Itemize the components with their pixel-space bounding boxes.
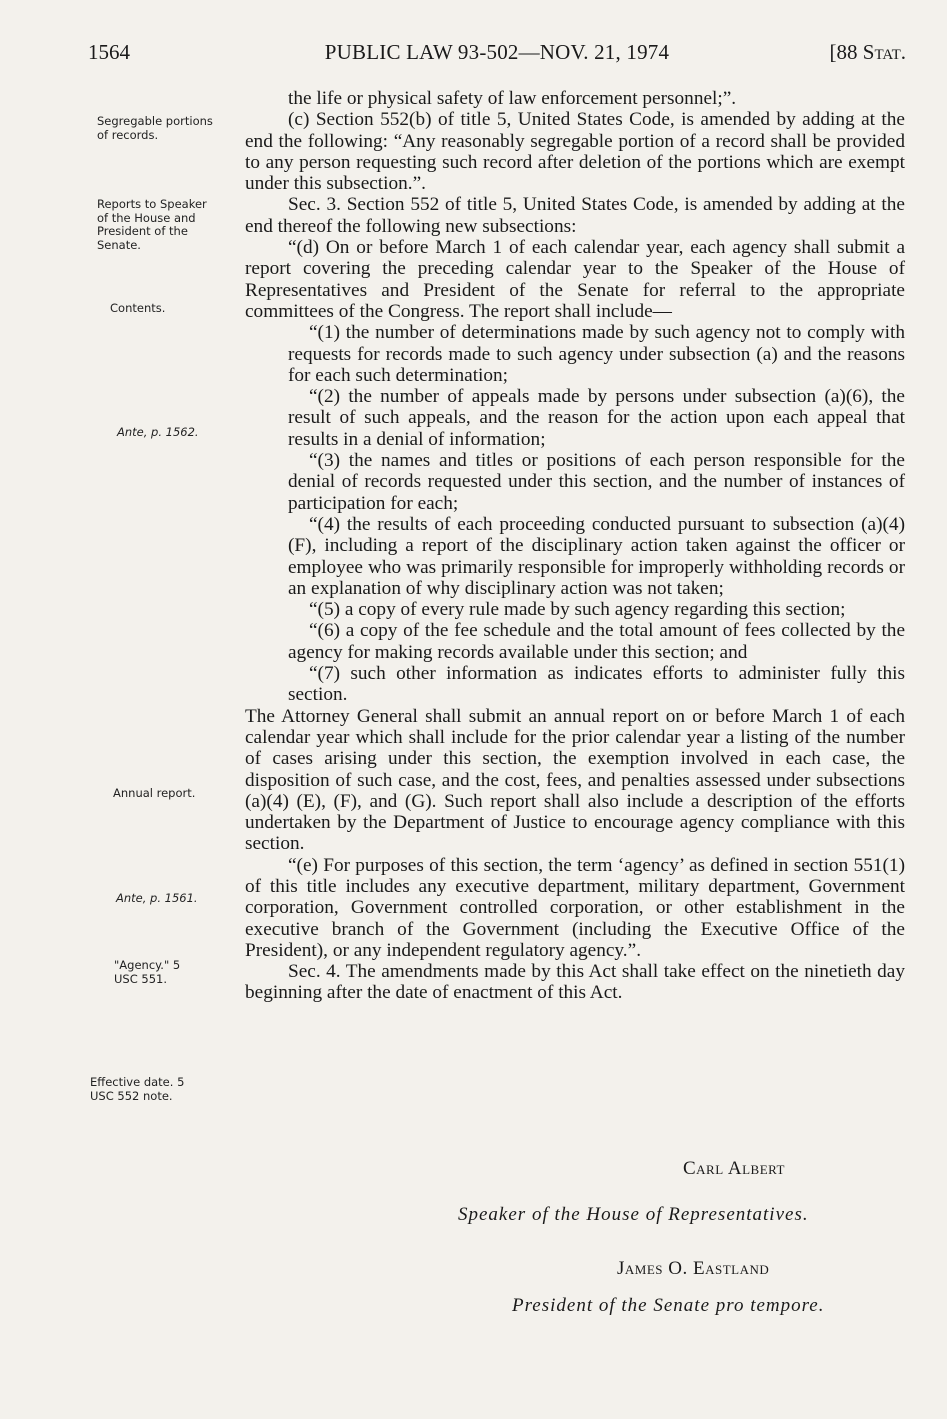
margin-note-agency: "Agency." 5 USC 551. (114, 958, 181, 986)
paragraph-continuation: the life or physical safety of law enforcement personnel;”. (288, 88, 737, 109)
paragraph-attorney-general: The Attorney General shall submit an annual report on or before March 1 of each calendar year which shall include for the prior calendar year a listing of the number of cases arising under this section, the exemption involved in each case, the disposition of such case, and the cost, fees, and penalties assessed under subsections (a)(4) (E), (F), and (G). Such report shall also include a description of the efforts undertaken by the Department of Justice to encourage agency compliance with this section. (245, 705, 905, 855)
margin-note-ante-1562: Ante, p. 1562. (117, 425, 199, 439)
list-item-3: “(3) the names and titles or positions of each person responsible for the denial of records requested under this section, and the number of instances of participation for each; (288, 450, 905, 514)
margin-note-effective-date: Effective date. 5 USC 552 note. (90, 1075, 185, 1103)
margin-note-reports: Reports to Speaker of the House and President of the Senate. (97, 197, 207, 252)
paragraph-subsection-d: “(d) On or before March 1 of each calendar year, each agency shall submit a report covering the preceding calendar year to the Speaker of the House of Representatives and President of the Senate for referral to the appropriate committees of the Congress. The report shall include— (245, 237, 905, 322)
president-title: President of the Senate pro tempore. (512, 1295, 825, 1316)
page-number: 1564 (88, 40, 130, 64)
margin-note-annual-report: Annual report. (113, 786, 196, 800)
president-signature-name: James O. Eastland (617, 1258, 770, 1279)
body-text (245, 88, 905, 1004)
running-title: PUBLIC LAW 93-502—NOV. 21, 1974 (324, 40, 670, 64)
list-item-1: “(1) the number of determinations made by such agency not to comply with requests for records made to such agency under subsection (a) and the reasons for each such determination; (288, 322, 905, 386)
list-item-6: “(6) a copy of the fee schedule and the total amount of fees collected by the agency for making records available under this section; and (288, 620, 905, 663)
speaker-signature-name: Carl Albert (683, 1158, 785, 1179)
page-header (88, 40, 906, 70)
margin-note-contents: Contents. (110, 301, 166, 315)
paragraph-sec-4: Sec. 4. The amendments made by this Act shall take effect on the ninetieth day beginning after the date of enactment of this Act. (245, 961, 905, 1004)
list-item-5: “(5) a copy of every rule made by such agency regarding this section; (309, 599, 846, 621)
margin-note-segregable: Segregable portions of records. (97, 114, 213, 142)
speaker-title: Speaker of the House of Representatives. (458, 1204, 809, 1225)
paragraph-subsection-e: “(e) For purposes of this section, the term ‘agency’ as defined in section 551(1) of this title includes any executive department, military department, Government corporation, Government controlled corporation, or other establishment in the executive branch of the Government (including the Executive Office of the President), or any independent regulatory agency.”. (245, 854, 905, 961)
list-item-4: “(4) the results of each proceeding conducted pursuant to subsection (a)(4)(F), including a report of the disciplinary action taken against the officer or employee who was primarily responsible for improperly withholding records or an explanation of why disciplinary action was not taken; (288, 513, 905, 599)
stat-reference: [88 Stat. (829, 40, 906, 64)
paragraph-sec-3: Sec. 3. Section 552 of title 5, United States Code, is amended by adding at the end thereof the following new subsections: (245, 194, 905, 237)
list-item-7: “(7) such other information as indicates efforts to administer fully this section. (288, 663, 905, 706)
list-item-2: “(2) the number of appeals made by persons under subsection (a)(6), the result of such appeals, and the reason for the action upon each appeal that results in a denial of information; (288, 386, 905, 450)
margin-note-ante-1561: Ante, p. 1561. (116, 891, 198, 905)
paragraph-section-c: (c) Section 552(b) of title 5, United States Code, is amended by adding at the end the following: “Any reasonably segregable portion of a record shall be provided to any person requesting such record after deletion of the portions which are exempt under this subsection.”. (245, 109, 905, 195)
